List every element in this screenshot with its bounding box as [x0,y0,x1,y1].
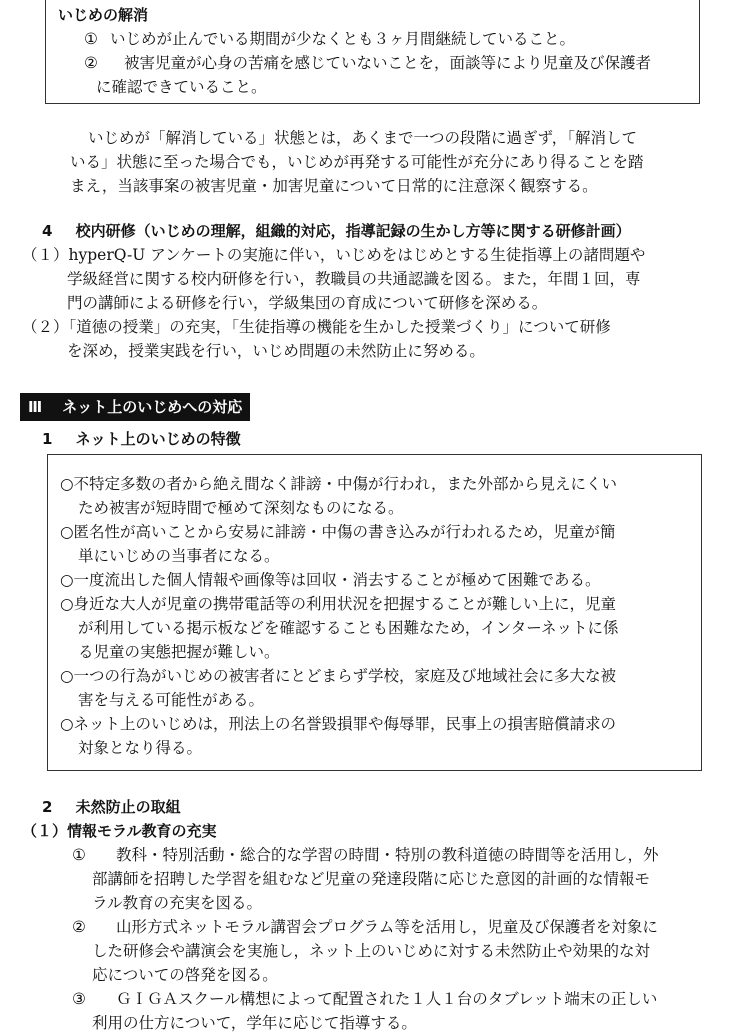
paragraph-line: まえ，当該事案の被害児童・加害児童について日常的に注意深く観察する。 [70,177,598,195]
item-marker: ① [72,846,86,864]
subsection-number: 1 [42,430,53,448]
item-marker: ① [84,30,98,48]
section-title: ネット上のいじめへの対応 [62,398,243,416]
list-line: （１）hyperQ-U アンケートの実施に伴い，いじめをはじめとする生徒指導上の諸問題や [22,246,646,264]
list-line: を深め，授業実践を行い，いじめ問題の未然防止に努める。 [67,342,485,360]
item-text: 被害児童が心身の苦痛を感じていないことを，面談等により児童及び保護者 [124,54,652,72]
section-number: 4 [42,222,53,240]
subsection-subheading: （１）情報モラル教育の充実 [22,822,217,840]
resolution-box [45,0,700,104]
item-text: 部講師を招聘した学習を組むなど児童の発達段階に応じた意図的計画的な情報モ [92,870,651,888]
item-text: した研修会や講演会を実施し，ネット上のいじめに対する未然防止や効果的な対 [92,942,651,960]
resolution-item [60,27,685,51]
list-item [60,664,691,712]
section-4 [22,219,732,363]
subsection-number: 2 [42,798,53,816]
item-text: ラル教育の充実を図る。 [92,894,263,912]
list-item [72,915,732,987]
list-line: ○一度流出した個人情報や画像等は回収・消去することが極めて困難である。 [60,571,601,589]
paragraph-line: いじめが「解消している」状態とは，あくまで一つの段階に過ぎず，「解消して [88,129,638,147]
list-item [72,843,732,915]
section-heading [42,219,732,243]
list-line: る児童の実態把握が難しい。 [78,643,280,661]
list-line: 対象となり得る。 [78,739,203,757]
subsection-title: ネット上のいじめの特徴 [75,430,241,448]
list-item [60,712,691,760]
section-title: 校内研修（いじめの理解，組織的対応，指導記録の生かし方等に関する研修計画） [75,222,631,240]
item-text: に確認できていること。 [96,78,267,96]
list-line: ○一つの行為がいじめの被害者にとどまらず学校，家庭及び地域社会に多大な被 [60,667,617,685]
list-line: （２）「道徳の授業」の充実，「生徒指導の機能を生かした授業づくり」について研修 [22,318,611,336]
resolution-paragraph [70,126,730,198]
subsection-heading [42,795,732,819]
list-line: が利用している掲示板などを確認することも困難なため，インターネットに係 [78,619,619,637]
section-3-heading [20,393,250,421]
subsection-1-heading [42,427,241,451]
list-line: 門の講師による研修を行い，学級集団の育成について研修を深める。 [67,294,548,312]
item-marker: ② [72,918,86,936]
list-item [72,987,732,1035]
resolution-title: いじめの解消 [58,6,149,24]
list-item [22,315,732,363]
list-line: 単にいじめの当事者になる。 [78,547,280,565]
list-item [60,520,691,568]
item-marker: ② [84,54,98,72]
list-line: ○ネット上のいじめは，刑法上の名誉毀損罪や侮辱罪，民事上の損害賠償請求の [60,715,617,733]
subsection-2 [22,795,732,1035]
list-line: ○身近な大人が児童の携帯電話等の利用状況を把握することが難しい上に，児童 [60,595,617,613]
list-line: ○匿名性が高いことから安易に誹謗・中傷の書き込みが行われるため，児童が簡 [60,523,616,541]
list-line: ため被害が短時間で極めて深刻なものになる。 [78,499,404,517]
paragraph-line: いる」状態に至った場合でも，いじめが再発する可能性が充分にあり得ることを踏 [70,153,644,171]
list-item [60,472,691,520]
list-line: 害を与える可能性がある。 [78,691,265,709]
item-text: 山形方式ネットモラル講習会プログラム等を活用し，児童及び保護者を対象に [116,918,658,936]
item-marker: ③ [72,990,86,1008]
characteristics-box [47,454,702,771]
resolution-item [60,51,685,99]
list-item [60,568,691,592]
item-text: 利用の仕方について，学年に応じて指導する。 [92,1014,417,1032]
list-line: ○不特定多数の者から絶え間なく誹謗・中傷が行われ，また外部から見えにくい [60,475,617,493]
item-text: ＧＩＧＡスクール構想によって配置された１人１台のタブレット端末の正しい [116,990,658,1008]
item-text: 教科・特別活動・総合的な学習の時間・特別の教科道徳の時間等を活用し，外 [116,846,659,864]
subsection-title: 未然防止の取組 [75,798,181,816]
list-item [60,592,691,664]
list-line: 学級経営に関する校内研修を行い，教職員の共通認識を図る。また，年間１回，専 [67,270,641,288]
item-text: いじめが止んでいる期間が少なくとも３ヶ月間継続していること。 [110,30,576,48]
section-numeral: Ⅲ [28,398,43,416]
list-item [22,243,732,315]
item-text: 応についての啓発を図る。 [92,966,278,984]
